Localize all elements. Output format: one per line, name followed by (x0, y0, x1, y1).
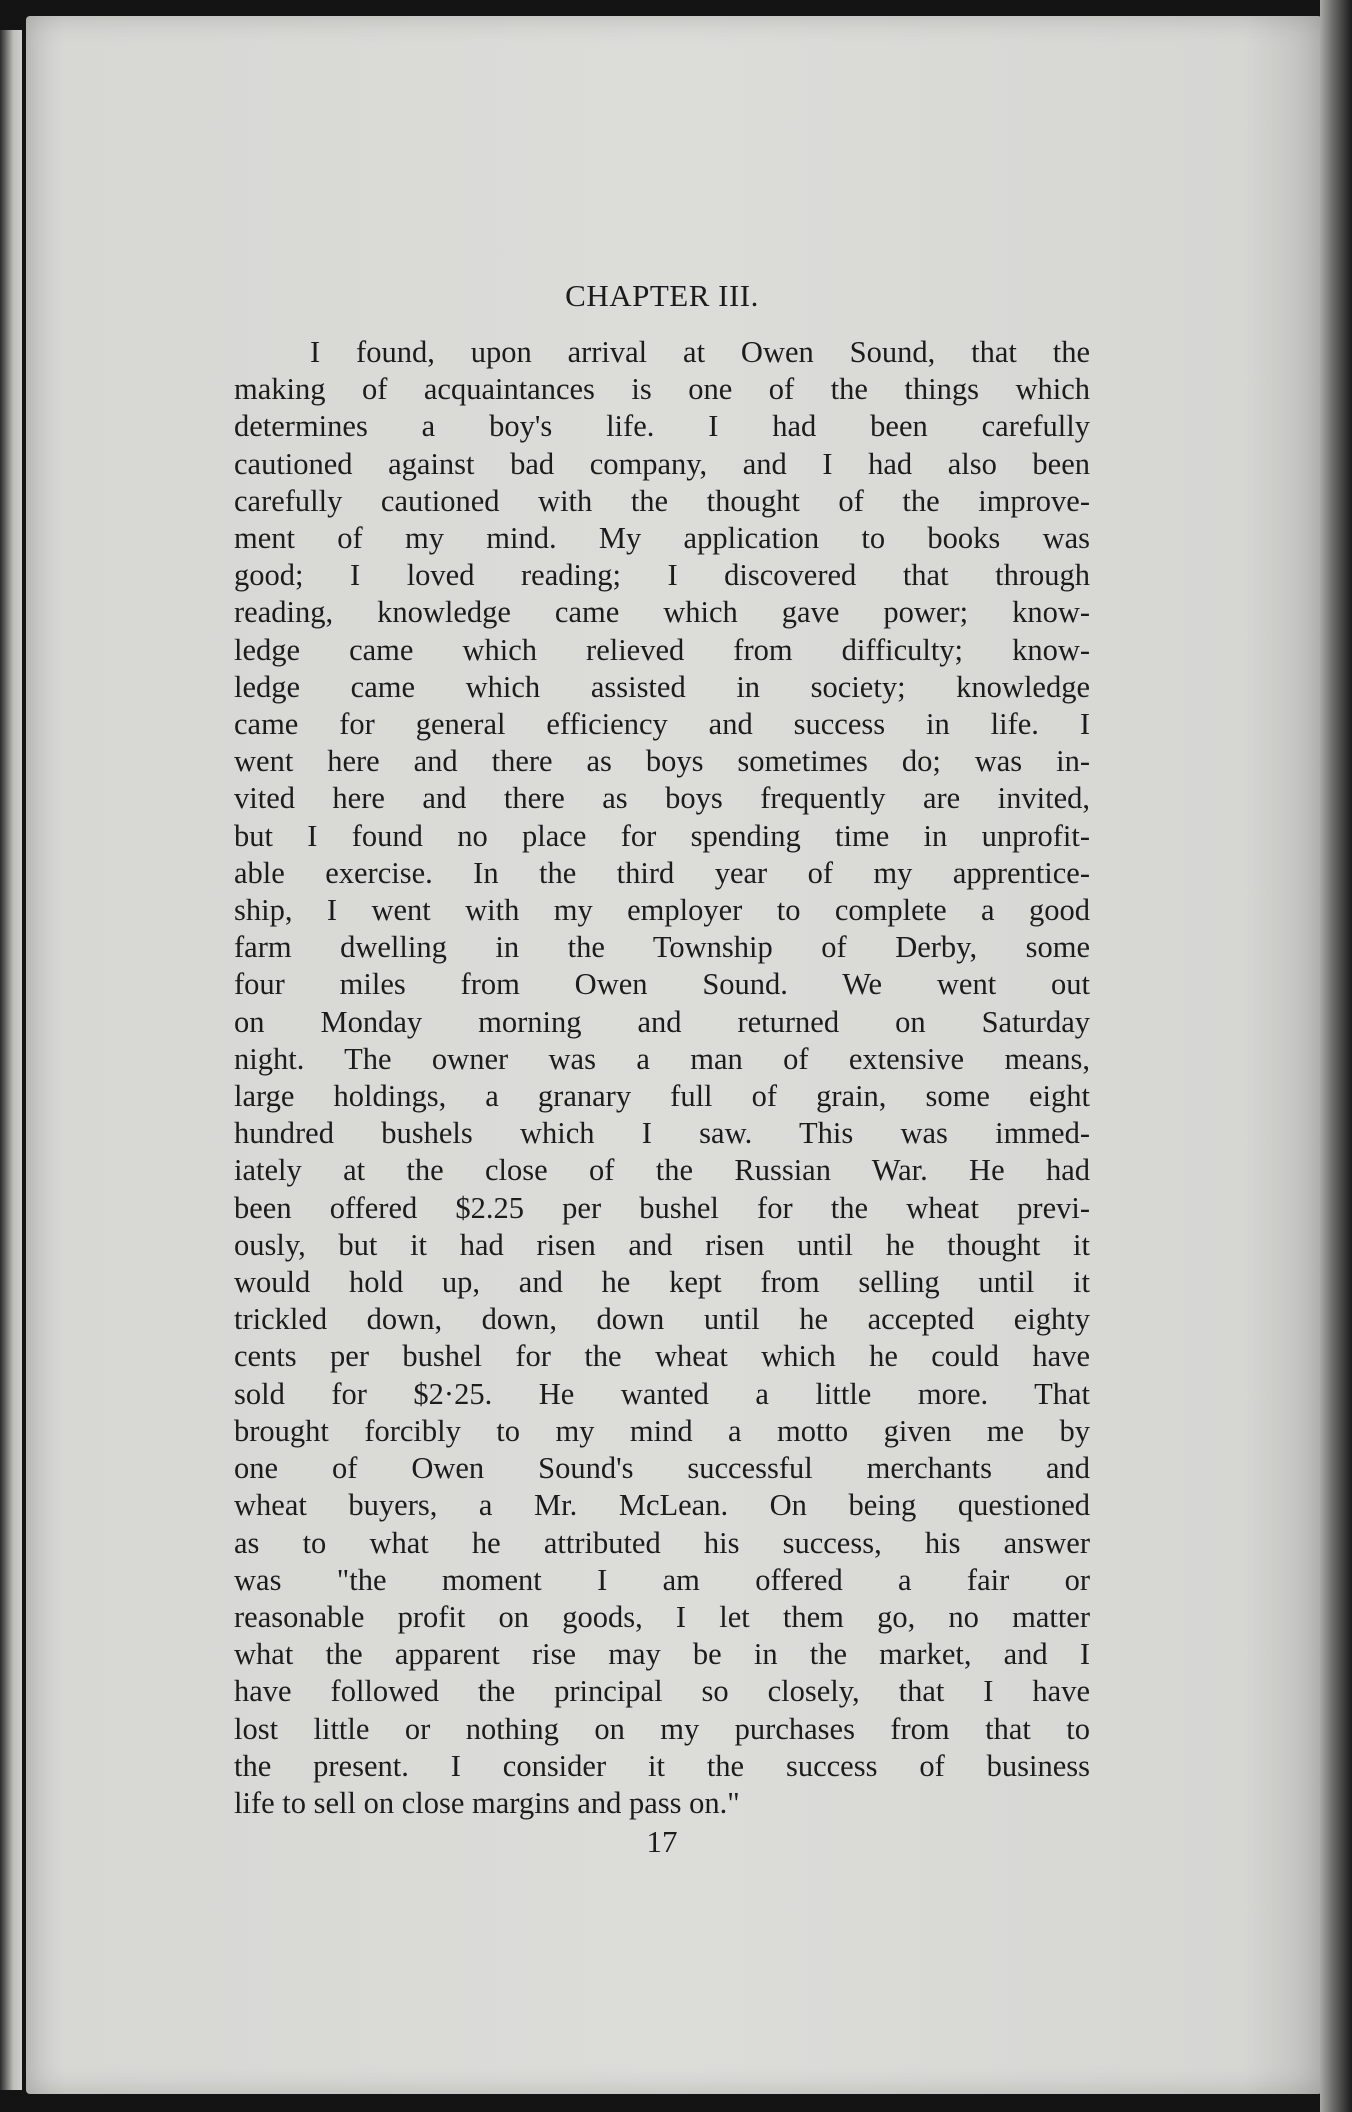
text-line: as to what he attributed his success, his answer (234, 1525, 1090, 1560)
text-line: what the apparent rise may be in the market, and I (234, 1637, 1090, 1672)
text-line: sold for $2·25. He wanted a little more. That (234, 1376, 1090, 1411)
text-line: brought forcibly to my mind a motto given me by (234, 1413, 1090, 1448)
text-line: wheat buyers, a Mr. McLean. On being questioned (234, 1488, 1090, 1523)
page-number: 17 (646, 1824, 678, 1860)
text-line: lost little or nothing on my purchases from that to (234, 1711, 1090, 1746)
text-line: have followed the principal so closely, that I have (234, 1674, 1090, 1709)
text-line: vited here and there as boys frequently are invited, (234, 781, 1090, 816)
text-line: reading, knowledge came which gave power; know- (234, 595, 1090, 630)
text-line: good; I loved reading; I discovered that through (234, 558, 1090, 593)
text-line: able exercise. In the third year of my apprentice- (234, 855, 1090, 890)
text-line: night. The owner was a man of extensive means, (234, 1041, 1090, 1076)
text-line: reasonable profit on goods, I let them go, no matter (234, 1599, 1090, 1634)
text-line: four miles from Owen Sound. We went out (234, 967, 1090, 1002)
body-paragraph (234, 334, 1090, 1822)
text-line: cents per bushel for the wheat which he could have (234, 1339, 1090, 1374)
text-line: life to sell on close margins and pass on." (234, 1785, 740, 1820)
binding-edge (0, 30, 22, 2090)
text-line: but I found no place for spending time in unprofit- (234, 818, 1090, 853)
chapter-heading: CHAPTER III. (565, 278, 759, 313)
text-line: farm dwelling in the Township of Derby, some (234, 930, 1090, 965)
text-line: cautioned against bad company, and I had also been (234, 446, 1090, 481)
text-line: iately at the close of the Russian War. He had (234, 1153, 1090, 1188)
text-line: trickled down, down, down until he accepted eighty (234, 1302, 1090, 1337)
text-line: hundred bushels which I saw. This was immed- (234, 1116, 1090, 1151)
text-line: determines a boy's life. I had been carefully (234, 409, 1090, 444)
text-line: carefully cautioned with the thought of the improve- (234, 483, 1090, 518)
text-line: went here and there as boys sometimes do; was in- (234, 744, 1090, 779)
page-edge-shadow (1320, 0, 1352, 2112)
text-line: I found, upon arrival at Owen Sound, that the (310, 335, 1090, 369)
text-line: would hold up, and he kept from selling until it (234, 1265, 1090, 1300)
text-line: was "the moment I am offered a fair or (234, 1562, 1090, 1597)
text-line: ously, but it had risen and risen until he thought it (234, 1227, 1090, 1262)
text-line: ship, I went with my employer to complete a good (234, 893, 1090, 928)
text-line: ledge came which relieved from difficulty; know- (234, 632, 1090, 667)
text-line: making of acquaintances is one of the things which (234, 372, 1090, 407)
text-line: one of Owen Sound's successful merchants and (234, 1451, 1090, 1486)
text-line: came for general efficiency and success in life. I (234, 707, 1090, 742)
text-line: the present. I consider it the success of business (234, 1748, 1090, 1783)
text-line: large holdings, a granary full of grain, some eight (234, 1079, 1090, 1114)
text-block (234, 276, 1090, 1862)
text-line: been offered $2.25 per bushel for the wheat previ- (234, 1190, 1090, 1225)
text-line: ledge came which assisted in society; knowledge (234, 669, 1090, 704)
text-line: ment of my mind. My application to books was (234, 521, 1090, 556)
text-line: on Monday morning and returned on Saturday (234, 1004, 1090, 1039)
